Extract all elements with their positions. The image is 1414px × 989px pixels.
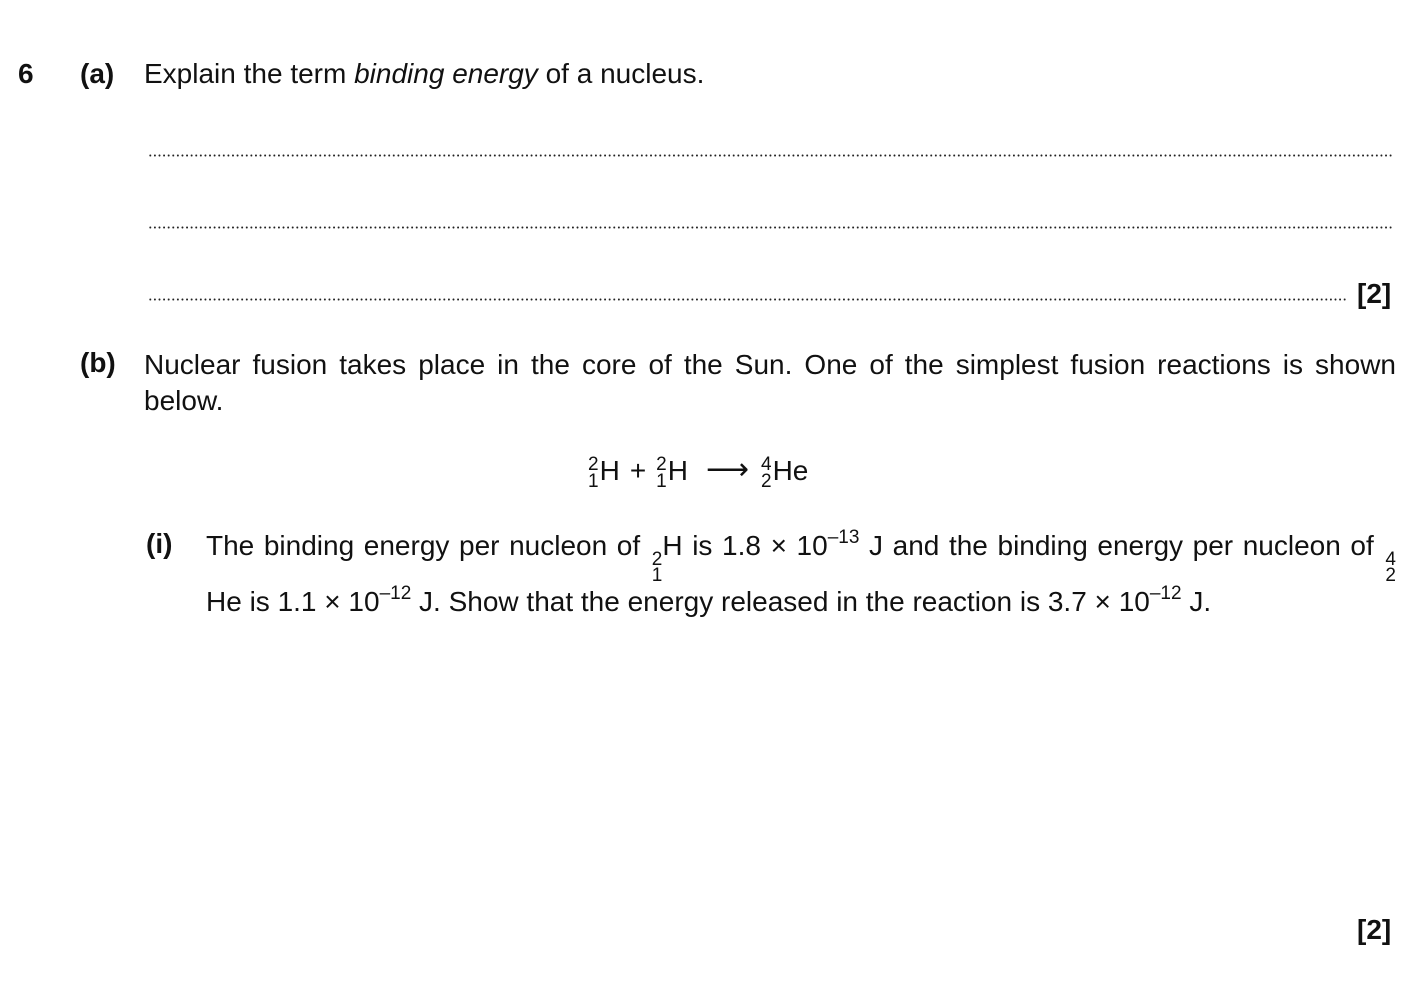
part-b-label: (b) <box>80 347 116 378</box>
working-space[interactable] <box>206 620 1396 900</box>
reaction-arrow: ⟶ <box>705 453 749 486</box>
part-b-i-text <box>206 528 1396 620</box>
atomic-number: 1 <box>656 470 667 492</box>
part-a-term: binding energy <box>354 58 538 89</box>
part-a-text-start: Explain the term <box>144 58 355 89</box>
exponent: –12 <box>1149 582 1182 604</box>
answer-line-2[interactable] <box>148 226 1392 229</box>
element-symbol: He <box>772 454 809 486</box>
text-segment: is 1.8 × 10 <box>682 530 828 561</box>
part-a-question <box>144 58 704 90</box>
plus-sign: + <box>629 454 647 486</box>
mass-number: 2 <box>651 549 663 570</box>
text-segment: J. Show that the energy released in the reaction is 3.7 × 10 <box>411 586 1150 617</box>
reactant-deuterium-2 <box>656 453 688 492</box>
part-b-i-mark: [2] <box>1357 914 1392 945</box>
text-segment: J and the binding energy per nucleon of <box>859 530 1384 561</box>
nuclide-hydrogen-2 <box>651 549 663 586</box>
reactant-deuterium-1 <box>588 453 620 492</box>
element-symbol: H <box>662 530 683 561</box>
part-b-text: Nuclear fusion takes place in the core of the Sun. One of the simplest fusion reactions is shown below. <box>144 349 1396 416</box>
text-segment: The binding energy per nucleon of <box>206 530 650 561</box>
atomic-number: 2 <box>761 470 772 492</box>
element-symbol: H <box>599 454 620 486</box>
fusion-equation <box>588 453 809 492</box>
part-a-text-end: of a nucleus. <box>537 58 705 89</box>
element-symbol: He <box>206 586 242 617</box>
atomic-number: 2 <box>1385 565 1396 586</box>
exponent: –13 <box>827 526 860 548</box>
answer-line-1[interactable] <box>148 154 1392 157</box>
question-number: 6 <box>18 58 34 89</box>
answer-line-3[interactable] <box>148 298 1348 301</box>
mass-number: 2 <box>588 453 599 475</box>
text-segment: is 1.1 × 10 <box>241 586 380 617</box>
product-helium <box>761 453 809 492</box>
mass-number: 2 <box>656 453 667 475</box>
part-a-mark: [2] <box>1357 278 1392 309</box>
part-a-label: (a) <box>80 58 115 89</box>
nuclide-helium-4 <box>1385 549 1396 586</box>
mass-number: 4 <box>1385 549 1396 570</box>
exponent: –12 <box>379 582 412 604</box>
atomic-number: 1 <box>588 470 599 492</box>
atomic-number: 1 <box>651 565 663 586</box>
element-symbol: H <box>667 454 688 486</box>
part-b-i-label: (i) <box>146 528 173 559</box>
mass-number: 4 <box>761 453 772 475</box>
text-segment: J. <box>1181 586 1212 617</box>
